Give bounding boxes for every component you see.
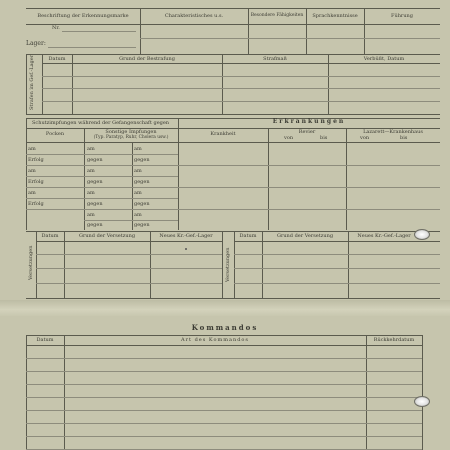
erkrankungen-lazarett-von: von [360,135,370,141]
erkrankungen-revier-bis: bis [320,135,328,141]
header-sprachkenntnisse: Sprachkenntnisse [312,13,358,19]
impf-s-am-4: am [134,168,142,174]
impf-s-gegen-4: gegen [134,179,150,185]
ink-dot [185,248,187,250]
header-erkennungsmarke: Beschriftung der Erkennungsmarke [37,13,129,19]
impf-erfolg-1: Erfolg [28,157,44,163]
impf-s-gegen-8: gegen [134,222,150,228]
impf-s-am-7: am [87,212,95,218]
impf-am-1: am [28,146,36,152]
vers-grund-left: Grund der Versetzung [78,233,136,239]
impf-erfolg-2: Erfolg [28,179,44,185]
kommandos-rueck-header: Rückkehrdatum [373,337,415,343]
kommandos-title: Kommandos [191,323,259,332]
strafen-side-label: Strafen im Gef.-Lager [29,54,35,110]
erkrankungen-revier-von: von [284,135,294,141]
versetzungen-side-right: Versetzungen [225,247,231,282]
impf-s-am-6: am [134,190,142,196]
versetzungen-side-left: Versetzungen [28,245,34,280]
impf-pocken-header: Pocken [45,131,65,137]
impf-s-gegen-1: gegen [87,157,103,163]
vers-datum-right: Datum [239,233,257,239]
header-lager-label: Lager: [26,40,46,47]
impf-s-am-1: am [87,146,95,152]
impf-s-gegen-5: gegen [87,201,103,207]
header-nr-label: Nr. [52,25,60,31]
impf-s-gegen-2: gegen [134,157,150,163]
header-fuehrung: Führung [391,13,413,19]
impf-s-am-2: am [134,146,142,152]
impf-sonstige-header: Sonstige Impfungen [105,129,157,135]
vers-neues-right: Neues Kr.-Gef.-Lager [357,233,411,239]
strafen-verbuesst-header: Verbüßt, Datum [363,56,405,62]
impf-am-3: am [28,190,36,196]
vers-grund-right: Grund der Versetzung [276,233,334,239]
vers-datum-left: Datum [41,233,59,239]
kommandos-art-header: Art des Kommandos [181,337,249,343]
erkrankungen-lazarett-bis: bis [400,135,408,141]
erkrankungen-title: Erkrankungen [272,118,346,125]
strafen-strafmass-header: Strafmaß [263,56,287,62]
impf-s-gegen-3: gegen [87,179,103,185]
impf-s-am-5: am [87,190,95,196]
vers-neues-left: Neues Kr.-Gef.-Lager [159,233,213,239]
erkrankungen-krankheit-header: Krankheit [210,131,236,137]
kommandos-datum-header: Datum [36,337,54,343]
impf-s-gegen-7: gegen [87,222,103,228]
impf-erfolg-3: Erfolg [28,201,44,207]
punch-hole-top [414,229,430,240]
impf-title: Schutzimpfungen während der Gefangenschaft gegen [32,120,170,126]
strafen-grund-header: Grund der Bestrafung [119,56,175,62]
page-fold [0,300,450,316]
impf-s-am-3: am [87,168,95,174]
header-charakteristik: Charakteristisches u.s. [164,13,224,19]
impf-s-am-8: am [134,212,142,218]
impf-s-gegen-6: gegen [134,201,150,207]
erkrankungen-lazarett-header: Lazarett—Krankenhaus [363,129,423,135]
punch-hole-bottom [414,396,430,407]
impf-sonstige-sub: (Typ. Paratyp, Ruhr, Cholera usw.) [93,135,169,140]
impf-am-2: am [28,168,36,174]
strafen-datum-header: Datum [48,56,66,62]
header-faehigkeiten: Besondere Fähigkeiten [250,13,304,18]
erkrankungen-revier-header: Revier [298,129,316,135]
